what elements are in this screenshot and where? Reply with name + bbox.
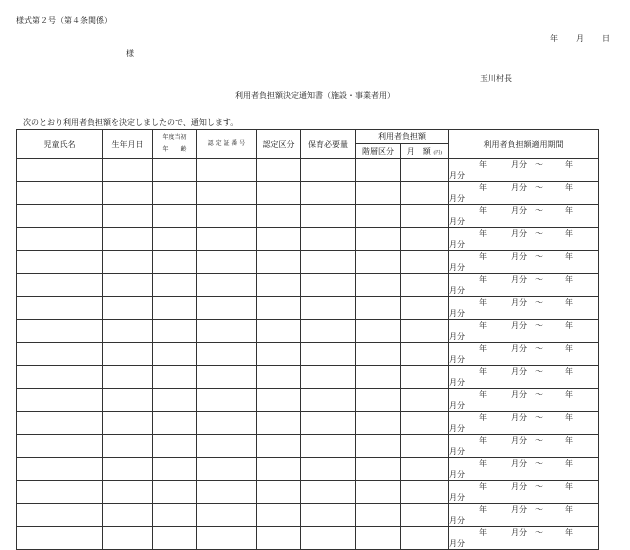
table-row [17,159,599,182]
cell-child-name[interactable] [17,527,103,550]
cell-birthdate[interactable] [103,435,153,458]
col-monthly-unit: (円) [433,149,443,156]
cell-care-need[interactable] [301,159,356,182]
cell-birthdate[interactable] [103,389,153,412]
cell-cert-no[interactable] [197,343,257,366]
cell-age[interactable] [153,182,197,205]
period-start-year: 年 [479,321,487,330]
cell-child-name[interactable] [17,481,103,504]
cell-cert-no[interactable] [197,481,257,504]
period-end-year: 年 [565,505,573,514]
cell-age[interactable] [153,366,197,389]
cell-child-name[interactable] [17,366,103,389]
col-burden-group: 利用者負担額 [356,130,449,144]
cell-age[interactable] [153,297,197,320]
table-row [17,389,599,412]
cell-cert-class[interactable] [257,182,301,205]
period-tilde: ～ [535,275,543,284]
cell-age[interactable] [153,228,197,251]
cell-tier[interactable] [356,320,401,343]
cell-cert-no[interactable] [197,251,257,274]
period-end-month: 月分 [449,470,465,479]
cell-age[interactable] [153,343,197,366]
period-start-year: 年 [479,229,487,238]
period-start-year: 年 [479,344,487,353]
date-day-label: 日 [602,34,610,43]
col-birthdate: 生年月日 [103,130,153,159]
table-row [17,297,599,320]
cell-cert-class[interactable] [257,205,301,228]
period-start-month: 月分 [511,206,527,215]
period-end-year: 年 [565,252,573,261]
period-end-month: 月分 [449,447,465,456]
cell-birthdate[interactable] [103,481,153,504]
period-end-month: 月分 [449,355,465,364]
period-end-month: 月分 [449,217,465,226]
cell-child-name[interactable] [17,343,103,366]
cell-care-need[interactable] [301,343,356,366]
cell-period[interactable] [449,504,599,527]
cell-monthly[interactable] [401,389,449,412]
date-month-label: 月 [576,34,584,43]
period-tilde: ～ [535,298,543,307]
cell-cert-no[interactable] [197,228,257,251]
table-row [17,481,599,504]
period-end-year: 年 [565,229,573,238]
period-start-month: 月分 [511,252,527,261]
col-cert-no: 認 定 証 番 号 [197,130,257,159]
cell-tier[interactable] [356,389,401,412]
period-end-month: 月分 [449,516,465,525]
cell-birthdate[interactable] [103,527,153,550]
cell-care-need[interactable] [301,182,356,205]
period-start-year: 年 [479,459,487,468]
cell-monthly[interactable] [401,320,449,343]
cell-tier[interactable] [356,159,401,182]
table-row [17,366,599,389]
cell-monthly[interactable] [401,251,449,274]
cell-cert-no[interactable] [197,320,257,343]
period-end-year: 年 [565,413,573,422]
period-start-year: 年 [479,390,487,399]
cell-care-need[interactable] [301,458,356,481]
cell-tier[interactable] [356,251,401,274]
cell-cert-class[interactable] [257,297,301,320]
cell-age[interactable] [153,320,197,343]
table-row [17,182,599,205]
cell-tier[interactable] [356,182,401,205]
cell-birthdate[interactable] [103,366,153,389]
cell-cert-class[interactable] [257,504,301,527]
period-start-year: 年 [479,482,487,491]
cell-care-need[interactable] [301,205,356,228]
cell-period[interactable] [449,389,599,412]
period-tilde: ～ [535,459,543,468]
period-tilde: ～ [535,229,543,238]
cell-cert-no[interactable] [197,366,257,389]
cell-care-need[interactable] [301,320,356,343]
cell-child-name[interactable] [17,274,103,297]
col-age [153,130,197,159]
cell-monthly[interactable] [401,481,449,504]
col-care-need: 保育必要量 [301,130,356,159]
cell-cert-class[interactable] [257,251,301,274]
cell-child-name[interactable] [17,159,103,182]
period-tilde: ～ [535,252,543,261]
cell-cert-no[interactable] [197,159,257,182]
cell-monthly[interactable] [401,205,449,228]
cell-monthly[interactable] [401,527,449,550]
period-end-month: 月分 [449,332,465,341]
table-row [17,320,599,343]
issuer-name: 玉川村長 [480,74,512,83]
cell-tier[interactable] [356,527,401,550]
cell-period[interactable] [449,527,599,550]
period-start-month: 月分 [511,482,527,491]
period-start-year: 年 [479,505,487,514]
cell-child-name[interactable] [17,435,103,458]
cell-care-need[interactable] [301,481,356,504]
col-child-name: 児童氏名 [17,130,103,159]
period-start-month: 月分 [511,298,527,307]
cell-monthly[interactable] [401,297,449,320]
cell-monthly[interactable] [401,435,449,458]
cell-birthdate[interactable] [103,274,153,297]
cell-care-need[interactable] [301,435,356,458]
cell-care-need[interactable] [301,297,356,320]
period-start-month: 月分 [511,505,527,514]
cell-child-name[interactable] [17,228,103,251]
period-start-year: 年 [479,413,487,422]
document-title: 利用者負担額決定通知書（施設・事業者用） [235,91,395,100]
period-start-month: 月分 [511,275,527,284]
cell-cert-class[interactable] [257,412,301,435]
cell-care-need[interactable] [301,504,356,527]
cell-age[interactable] [153,458,197,481]
cell-care-need[interactable] [301,389,356,412]
period-start-month: 月分 [511,183,527,192]
col-age-bottom: 年 齢 [162,146,187,153]
cell-cert-class[interactable] [257,343,301,366]
period-start-month: 月分 [511,459,527,468]
cell-monthly[interactable] [401,504,449,527]
cell-child-name[interactable] [17,389,103,412]
period-start-year: 年 [479,160,487,169]
period-start-month: 月分 [511,229,527,238]
cell-child-name[interactable] [17,205,103,228]
table-row [17,205,599,228]
cell-period[interactable] [449,366,599,389]
col-monthly [401,144,449,159]
burden-table [16,129,599,550]
issue-date [550,33,610,44]
cell-monthly[interactable] [401,458,449,481]
cell-age[interactable] [153,274,197,297]
period-end-month: 月分 [449,309,465,318]
cell-period[interactable] [449,320,599,343]
cell-monthly[interactable] [401,159,449,182]
period-start-year: 年 [479,367,487,376]
period-start-month: 月分 [511,160,527,169]
period-start-year: 年 [479,206,487,215]
period-tilde: ～ [535,390,543,399]
period-tilde: ～ [535,505,543,514]
cell-tier[interactable] [356,205,401,228]
cell-birthdate[interactable] [103,297,153,320]
cell-period[interactable] [449,274,599,297]
period-end-year: 年 [565,459,573,468]
period-start-month: 月分 [511,367,527,376]
period-end-year: 年 [565,206,573,215]
period-tilde: ～ [535,436,543,445]
cell-tier[interactable] [356,228,401,251]
cell-age[interactable] [153,389,197,412]
period-end-year: 年 [565,183,573,192]
cell-age[interactable] [153,504,197,527]
cell-cert-no[interactable] [197,297,257,320]
table-row [17,527,599,550]
period-start-month: 月分 [511,413,527,422]
cell-cert-no[interactable] [197,458,257,481]
cell-birthdate[interactable] [103,458,153,481]
cell-period[interactable] [449,205,599,228]
period-tilde: ～ [535,528,543,537]
table-row [17,458,599,481]
cell-cert-class[interactable] [257,228,301,251]
cell-cert-no[interactable] [197,205,257,228]
cell-period[interactable] [449,481,599,504]
period-tilde: ～ [535,183,543,192]
period-end-month: 月分 [449,286,465,295]
col-tier: 階層区分 [356,144,401,159]
cell-period[interactable] [449,458,599,481]
period-start-month: 月分 [511,528,527,537]
period-end-month: 月分 [449,378,465,387]
cell-period[interactable] [449,297,599,320]
period-start-year: 年 [479,183,487,192]
cell-care-need[interactable] [301,527,356,550]
cell-child-name[interactable] [17,458,103,481]
table-row [17,228,599,251]
cell-birthdate[interactable] [103,251,153,274]
cell-cert-class[interactable] [257,274,301,297]
table-row [17,435,599,458]
col-monthly-label: 月 額 [406,146,431,156]
cell-care-need[interactable] [301,251,356,274]
cell-cert-no[interactable] [197,412,257,435]
period-tilde: ～ [535,413,543,422]
cell-cert-class[interactable] [257,389,301,412]
cell-tier[interactable] [356,366,401,389]
cell-tier[interactable] [356,297,401,320]
period-end-month: 月分 [449,539,465,548]
form-number: 様式第２号（第４条関係） [16,16,112,25]
period-start-year: 年 [479,528,487,537]
cell-cert-class[interactable] [257,481,301,504]
cell-period[interactable] [449,228,599,251]
cell-period[interactable] [449,159,599,182]
table-row [17,251,599,274]
period-start-year: 年 [479,298,487,307]
date-year-label: 年 [550,34,558,43]
table-row [17,412,599,435]
cell-period[interactable] [449,182,599,205]
period-end-year: 年 [565,482,573,491]
cell-cert-no[interactable] [197,182,257,205]
cell-cert-class[interactable] [257,159,301,182]
cell-birthdate[interactable] [103,182,153,205]
period-end-month: 月分 [449,171,465,180]
cell-cert-no[interactable] [197,389,257,412]
cell-child-name[interactable] [17,297,103,320]
cell-child-name[interactable] [17,412,103,435]
period-start-month: 月分 [511,390,527,399]
period-end-year: 年 [565,436,573,445]
cell-birthdate[interactable] [103,412,153,435]
period-tilde: ～ [535,206,543,215]
cell-tier[interactable] [356,343,401,366]
period-end-year: 年 [565,160,573,169]
cell-monthly[interactable] [401,343,449,366]
table-row [17,504,599,527]
period-start-month: 月分 [511,321,527,330]
cell-tier[interactable] [356,458,401,481]
period-end-year: 年 [565,321,573,330]
cell-cert-class[interactable] [257,366,301,389]
cell-cert-class[interactable] [257,435,301,458]
period-tilde: ～ [535,344,543,353]
cell-cert-class[interactable] [257,320,301,343]
period-tilde: ～ [535,321,543,330]
cell-birthdate[interactable] [103,343,153,366]
cell-monthly[interactable] [401,228,449,251]
cell-age[interactable] [153,527,197,550]
cell-birthdate[interactable] [103,228,153,251]
period-start-month: 月分 [511,436,527,445]
col-age-top: 年度当初 [162,134,187,141]
cell-age[interactable] [153,205,197,228]
period-tilde: ～ [535,482,543,491]
cell-child-name[interactable] [17,182,103,205]
cell-care-need[interactable] [301,228,356,251]
cell-birthdate[interactable] [103,320,153,343]
intro-text: 次のとおり利用者負担額を決定しましたので、通知します。 [23,118,239,127]
cell-cert-class[interactable] [257,458,301,481]
cell-tier[interactable] [356,274,401,297]
period-start-year: 年 [479,436,487,445]
cell-child-name[interactable] [17,320,103,343]
period-end-year: 年 [565,275,573,284]
cell-birthdate[interactable] [103,504,153,527]
cell-tier[interactable] [356,481,401,504]
period-tilde: ～ [535,367,543,376]
period-start-year: 年 [479,275,487,284]
period-end-year: 年 [565,528,573,537]
cell-cert-no[interactable] [197,435,257,458]
cell-tier[interactable] [356,435,401,458]
cell-monthly[interactable] [401,274,449,297]
cell-cert-no[interactable] [197,504,257,527]
cell-tier[interactable] [356,504,401,527]
period-end-month: 月分 [449,401,465,410]
cell-age[interactable] [153,159,197,182]
table-row [17,274,599,297]
period-end-month: 月分 [449,424,465,433]
col-period: 利用者負担額適用期間 [449,130,599,159]
cell-birthdate[interactable] [103,159,153,182]
period-end-month: 月分 [449,194,465,203]
period-start-year: 年 [479,252,487,261]
cell-care-need[interactable] [301,366,356,389]
cell-monthly[interactable] [401,182,449,205]
period-start-month: 月分 [511,344,527,353]
period-end-month: 月分 [449,263,465,272]
period-end-year: 年 [565,298,573,307]
cell-care-need[interactable] [301,274,356,297]
cell-monthly[interactable] [401,412,449,435]
cell-care-need[interactable] [301,412,356,435]
cell-child-name[interactable] [17,251,103,274]
cell-tier[interactable] [356,412,401,435]
cell-monthly[interactable] [401,366,449,389]
cell-cert-no[interactable] [197,274,257,297]
period-end-year: 年 [565,390,573,399]
cell-birthdate[interactable] [103,205,153,228]
cell-cert-class[interactable] [257,527,301,550]
cell-cert-no[interactable] [197,527,257,550]
period-end-year: 年 [565,367,573,376]
cell-age[interactable] [153,481,197,504]
cell-period[interactable] [449,412,599,435]
cell-child-name[interactable] [17,504,103,527]
period-tilde: ～ [535,160,543,169]
addressee-suffix: 様 [126,49,134,58]
period-end-month: 月分 [449,493,465,502]
table-row [17,343,599,366]
period-end-month: 月分 [449,240,465,249]
cell-age[interactable] [153,435,197,458]
period-end-year: 年 [565,344,573,353]
col-cert-class: 認定区分 [257,130,301,159]
cell-period[interactable] [449,251,599,274]
cell-age[interactable] [153,251,197,274]
cell-period[interactable] [449,343,599,366]
cell-age[interactable] [153,412,197,435]
cell-period[interactable] [449,435,599,458]
